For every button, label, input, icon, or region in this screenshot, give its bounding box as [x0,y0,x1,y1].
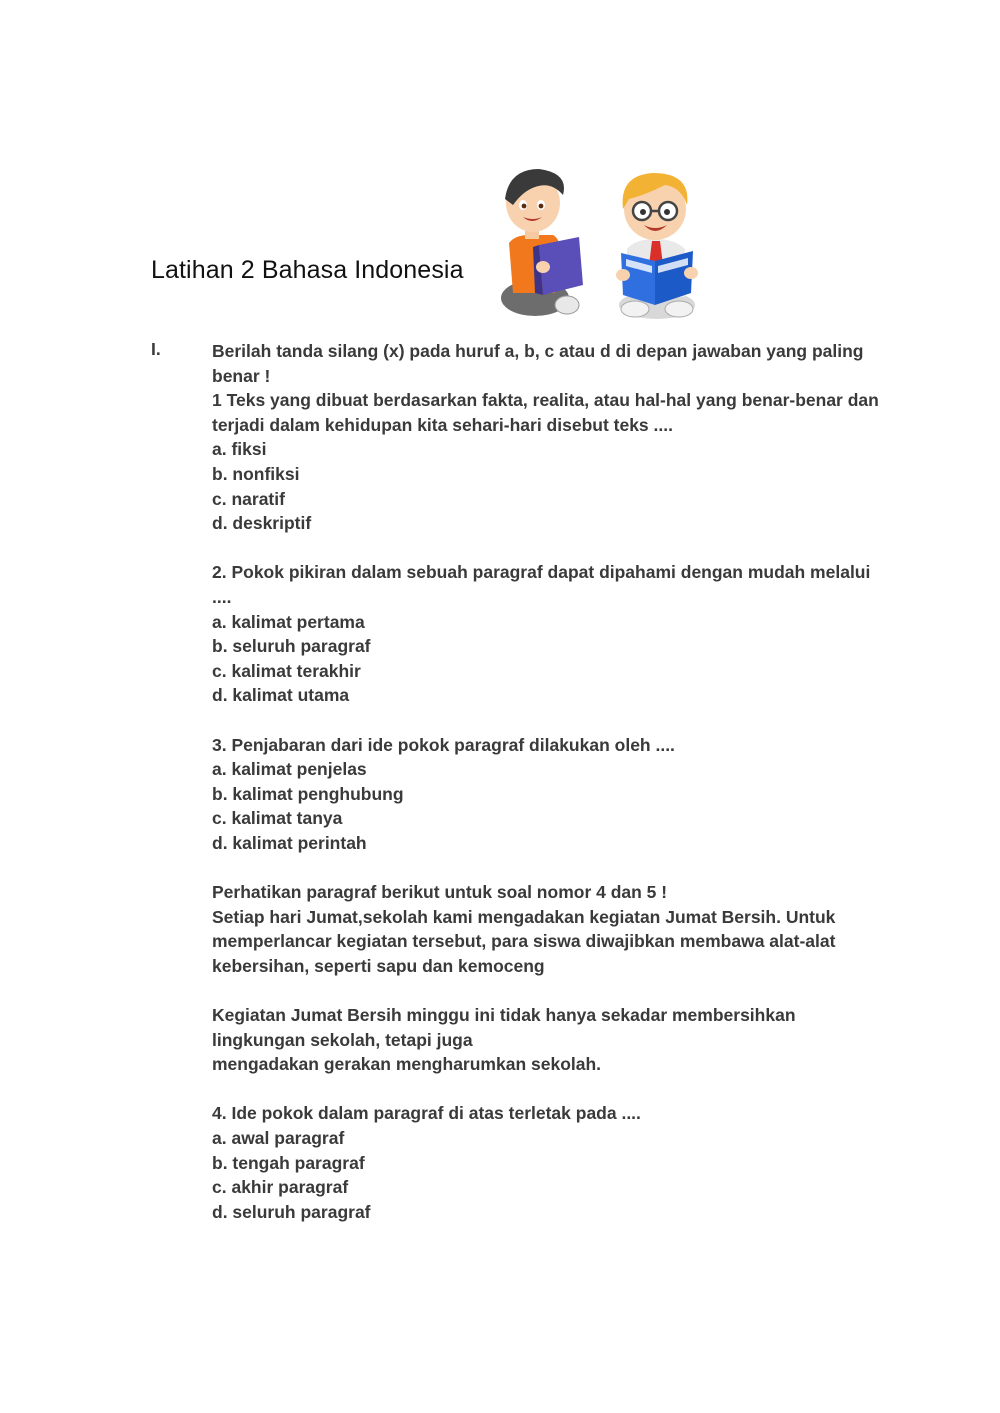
section-instruction: Berilah tanda silang (x) pada huruf a, b, c atau d di depan jawaban yang paling benar ! [212,341,864,386]
boy-with-glasses-image [616,173,698,319]
question-2-text: 2. Pokok pikiran dalam sebuah paragraf dapat dipahami dengan mudah melalui .... [212,562,871,607]
question-3 [212,733,892,856]
question-4 [212,1101,892,1224]
reading-passage-2 [212,1003,892,1077]
worksheet-content [212,339,892,1249]
question-1-option-d: d. deskriptif [212,513,312,534]
question-3-option-a: a. kalimat penjelas [212,759,367,780]
question-3-option-d: d. kalimat perintah [212,832,367,853]
question-2-option-c: c. kalimat terakhir [212,660,361,681]
section-number: I. [151,339,161,359]
reading-passage-1 [212,880,892,978]
question-2-option-d: d. kalimat utama [212,685,350,706]
question-4-option-b: b. tengah paragraf [212,1152,365,1173]
question-1-text: 1 Teks yang dibuat berdasarkan fakta, realita, atau hal-hal yang benar-benar dan terjadi dalam kehidupan kita sehari-hari disebut teks .... [212,390,879,435]
question-4-option-a: a. awal paragraf [212,1128,345,1148]
question-3-option-c: c. kalimat tanya [212,808,343,829]
question-2-option-a: a. kalimat pertama [212,611,365,632]
question-1-option-a: a. fiksi [212,439,267,460]
question-4-option-c: c. akhir paragraf [212,1177,349,1198]
question-2-option-b: b. seluruh paragraf [212,636,371,657]
question-1-option-c: c. naratif [212,488,285,509]
passage-paragraph-1: Setiap hari Jumat,sekolah kami mengadakan kegiatan Jumat Bersih. Untuk memperlancar kegiatan tersebut, para siswa diwajibkan membawa alat-alat kebersihan, seperti sapu dan kemoceng [212,906,836,976]
question-4-text: 4. Ide pokok dalam paragraf di atas terletak pada .... [212,1103,641,1124]
boy-orange-shirt-image [501,169,583,316]
question-1 [212,388,892,536]
question-4-option-d: d. seluruh paragraf [212,1201,371,1222]
question-3-text: 3. Penjabaran dari ide pokok paragraf dilakukan oleh .... [212,734,675,755]
children-reading-illustration [495,165,705,330]
question-3-option-b: b. kalimat penghubung [212,783,404,804]
passage-paragraph-2-line-1: Kegiatan Jumat Bersih minggu ini tidak hanya sekadar membersihkan lingkungan sekolah, tetapi juga [212,1005,796,1050]
passage-heading: Perhatikan paragraf berikut untuk soal nomor 4 dan 5 ! [212,882,668,903]
worksheet-title: Latihan 2 Bahasa Indonesia [151,256,464,284]
passage-paragraph-2-line-2: mengadakan gerakan mengharumkan sekolah. [212,1054,602,1075]
question-2 [212,560,892,708]
question-1-option-b: b. nonfiksi [212,463,300,484]
